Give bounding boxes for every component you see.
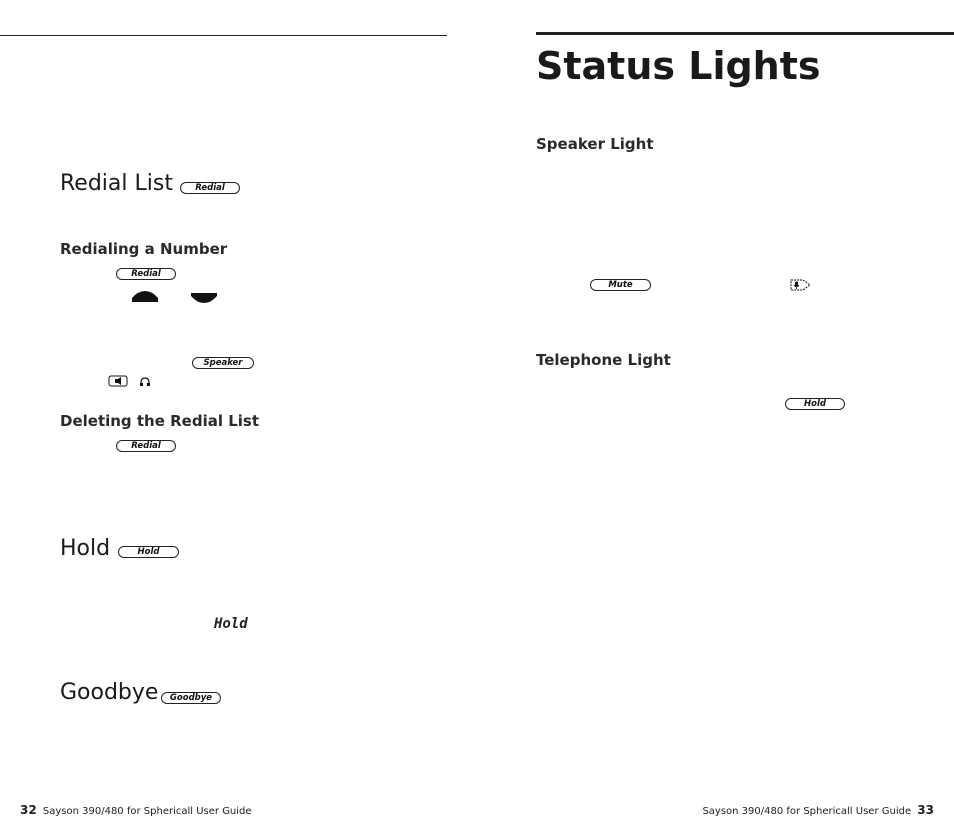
mute-key-icon: Mute — [590, 279, 651, 291]
speaker-light-heading: Speaker Light — [536, 135, 654, 153]
hold-key-icon: Hold — [118, 546, 179, 558]
deleting-redial-list-heading: Deleting the Redial List — [60, 412, 260, 430]
hold-key-icon: Hold — [785, 398, 845, 410]
left-page-footer — [20, 803, 252, 817]
left-page-top-rule — [0, 35, 447, 36]
down-arrow-key-icon — [190, 292, 218, 304]
right-page-top-rule — [536, 32, 954, 35]
page-number: 32 — [20, 803, 37, 817]
redial-key-icon: Redial — [116, 268, 176, 280]
headset-icon — [138, 376, 152, 388]
hold-display-text: Hold — [214, 616, 248, 632]
page-number: 33 — [917, 803, 934, 817]
goodbye-key-icon: Goodbye — [161, 692, 221, 704]
speaker-icon — [108, 375, 128, 387]
redialing-number-heading: Redialing a Number — [60, 240, 228, 258]
speaker-key-icon: Speaker — [192, 357, 254, 369]
redial-list-heading: Redial List — [60, 171, 173, 196]
page-title: Status Lights — [536, 44, 821, 88]
right-page-footer — [702, 803, 934, 817]
footer-guide-title: Sayson 390/480 for Sphericall User Guide — [42, 806, 252, 817]
footer-guide-title: Sayson 390/480 for Sphericall User Guide — [702, 806, 912, 817]
up-arrow-key-icon — [131, 290, 159, 303]
redial-key-icon: Redial — [116, 440, 176, 452]
hold-heading: Hold — [60, 536, 111, 561]
goodbye-heading: Goodbye — [60, 680, 159, 705]
redial-key-icon: Redial — [180, 182, 240, 194]
mute-microphone-icon — [790, 279, 812, 291]
telephone-light-heading: Telephone Light — [536, 351, 671, 369]
